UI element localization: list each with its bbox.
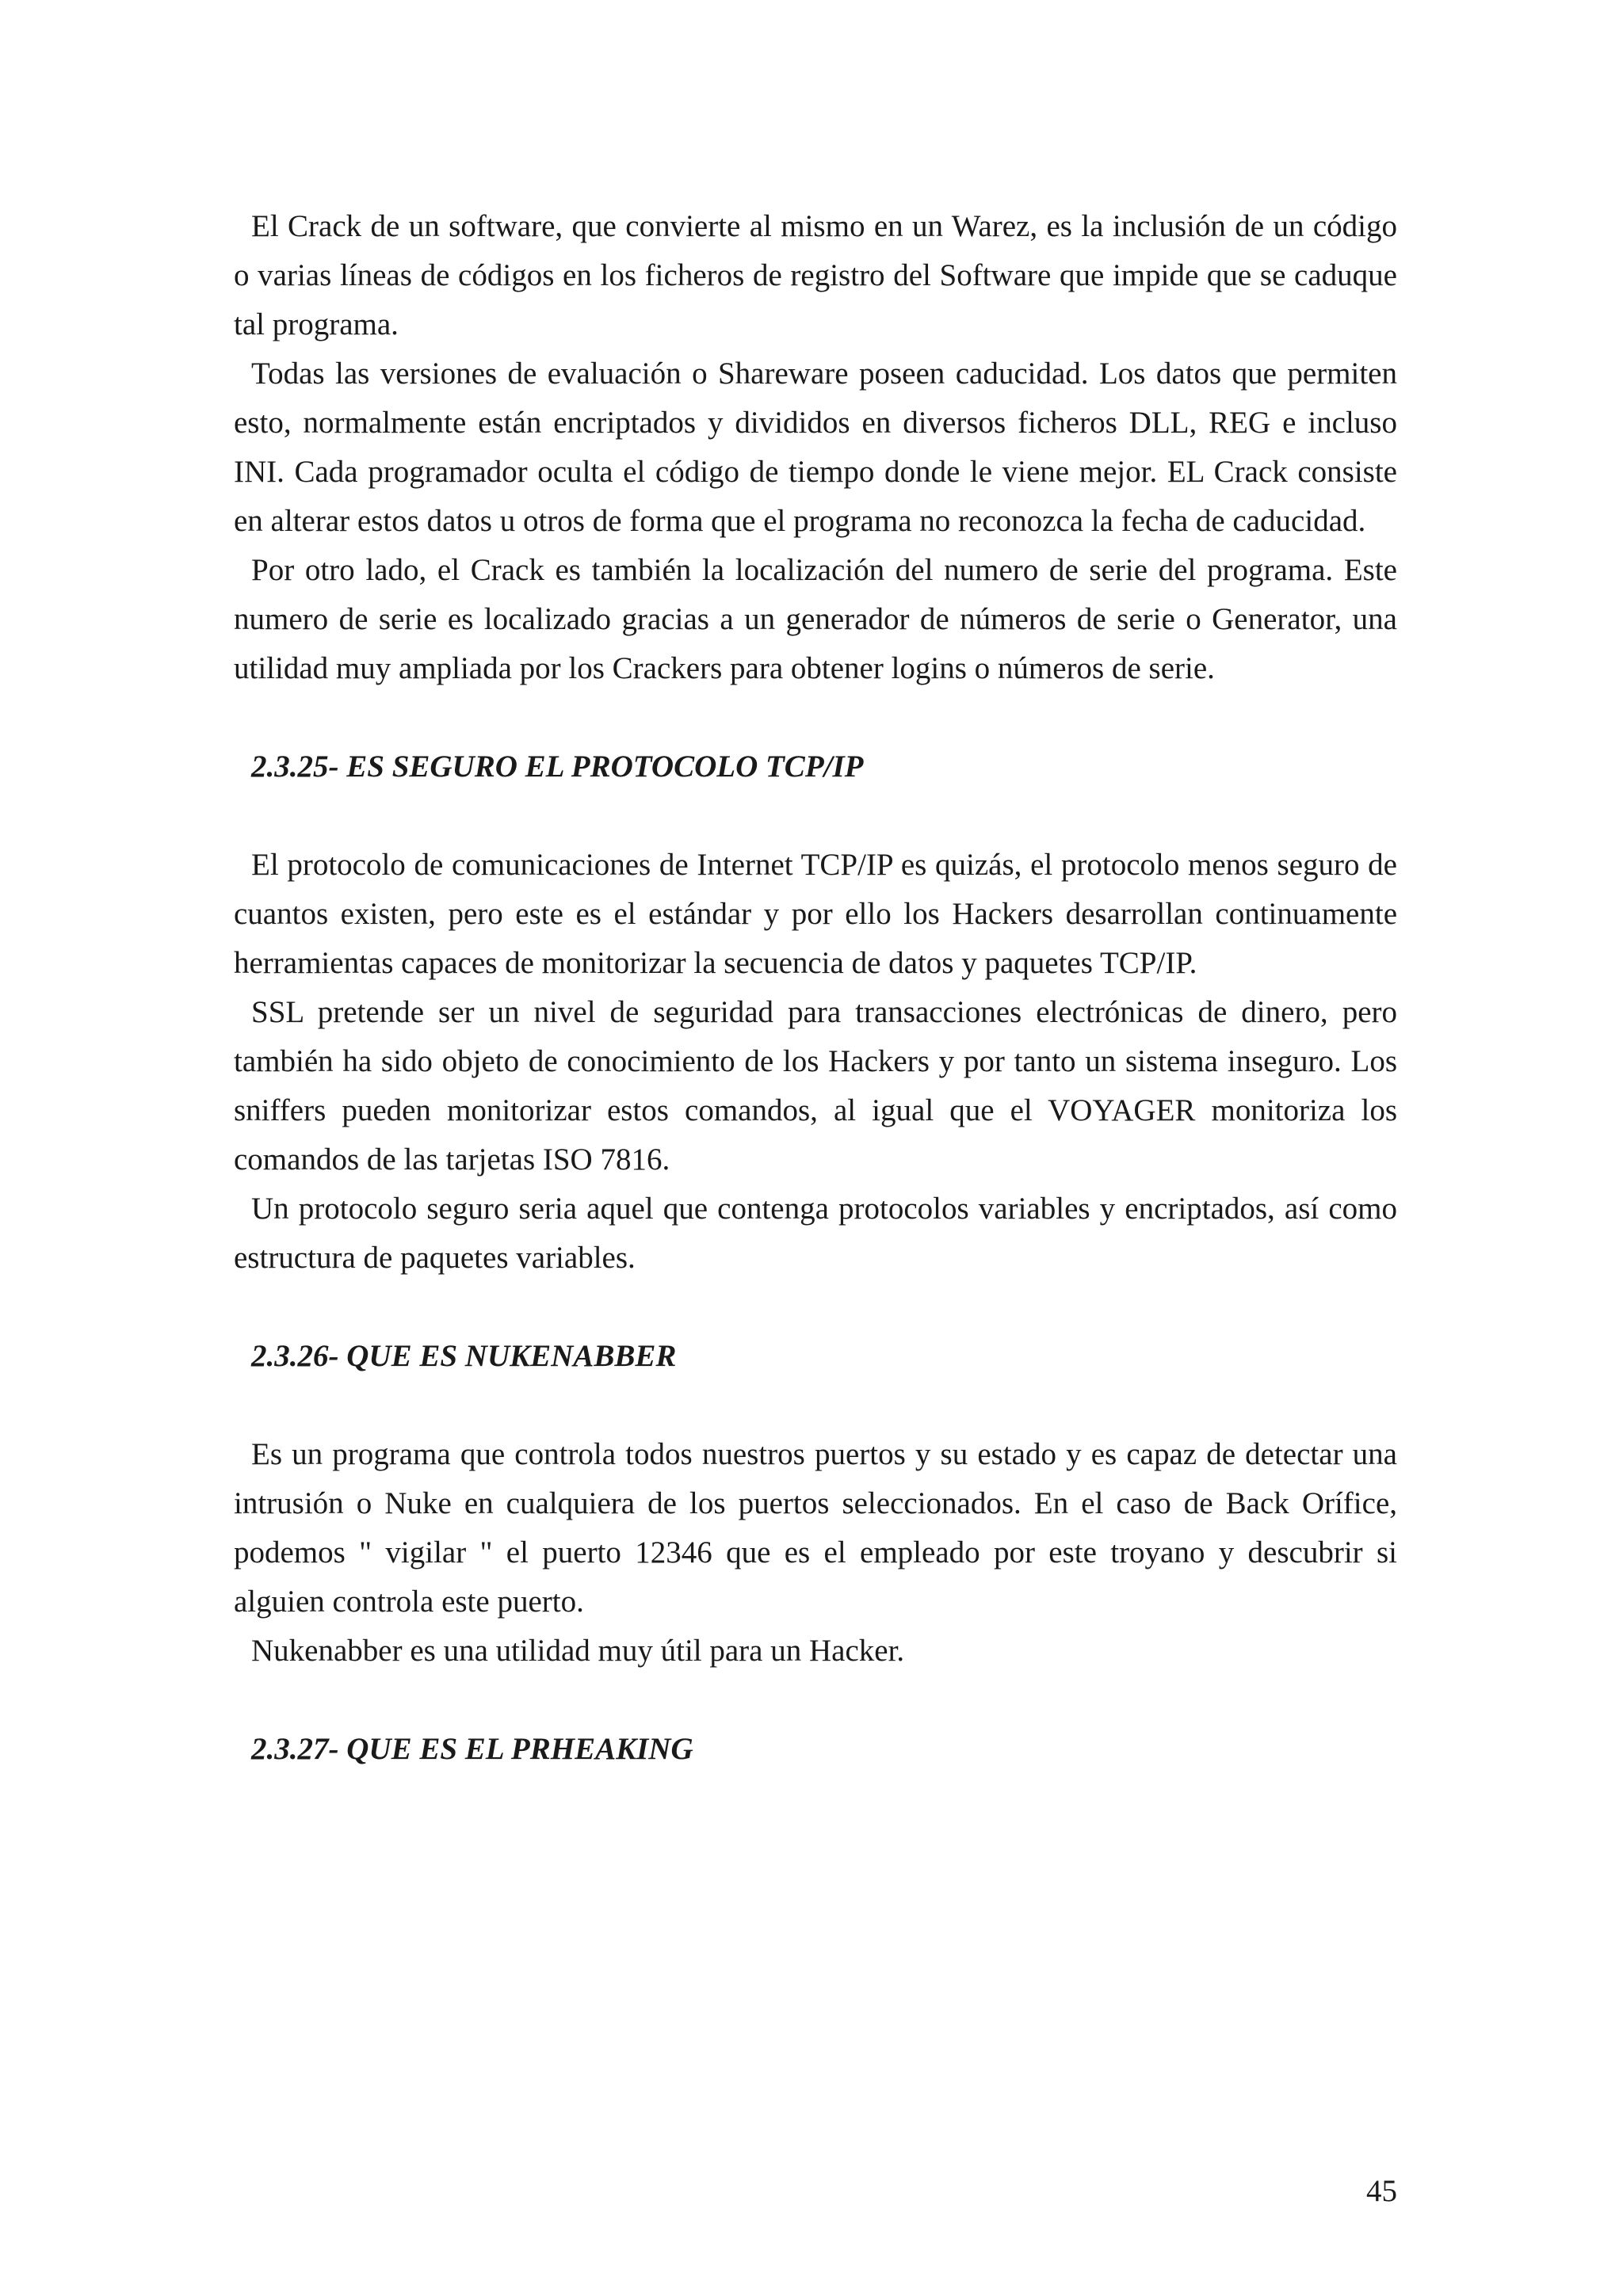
spacer — [234, 1381, 1397, 1430]
paragraph-secure-protocol: Un protocolo seguro seria aquel que contenga protocolos variables y encriptados, así como estructura de paquetes variables. — [234, 1192, 1397, 1275]
section-heading-prheaking: 2.3.27- QUE ES EL PRHEAKING — [251, 1732, 693, 1766]
spacer — [234, 1676, 1397, 1725]
paragraph-nukenabber-description: Es un programa que controla todos nuestros puertos y su estado y es capaz de detectar una intrusión o Nuke en cualquiera de los puertos seleccionados. En el caso de Back Orífice, podemos " vigilar " el puerto 12346 que es el empleado por este troyano y descubrir si alguien controla este puerto. — [234, 1437, 1397, 1619]
spacer — [234, 693, 1397, 742]
paragraph-shareware-expiry: Todas las versiones de evaluación o Shareware poseen caducidad. Los datos que permiten esto, normalmente están encriptados y divididos en diversos ficheros DLL, REG e incluso INI. Cada programador oculta el código de tiempo donde le viene mejor. EL Crack consiste en alterar estos datos u otros de forma que el programa no reconozca la fecha de caducidad. — [234, 357, 1397, 538]
paragraph-ssl: SSL pretende ser un nivel de seguridad para transacciones electrónicas de dinero, pero también ha sido objeto de conocimiento de los Hackers y por tanto un sistema inseguro. Los sniffers pueden monitorizar estos comandos, al igual que el VOYAGER monitoriza los comandos de las tarjetas ISO 7816. — [234, 995, 1397, 1177]
paragraph-tcp-ip-insecure: El protocolo de comunicaciones de Internet TCP/IP es quizás, el protocolo menos seguro de cuantos existen, pero este es el estándar y por ello los Hackers desarrollan continuamente herramientas capaces de monitorizar la secuencia de datos y paquetes TCP/IP. — [234, 848, 1397, 980]
section-heading-nukenabber: 2.3.26- QUE ES NUKENABBER — [251, 1339, 677, 1373]
spacer — [234, 1283, 1397, 1332]
spacer — [234, 791, 1397, 841]
section-heading-tcp-ip: 2.3.25- ES SEGURO EL PROTOCOLO TCP/IP — [251, 749, 864, 784]
paragraph-nukenabber-utility: Nukenabber es una utilidad muy útil para un Hacker. — [251, 1634, 905, 1668]
page-content — [234, 202, 1397, 1774]
paragraph-serial-generator: Por otro lado, el Crack es también la localización del numero de serie del programa. Este numero de serie es localizado gracias a un generador de números de serie o Generator, una utilidad muy ampliada por los Crackers para obtener logins o números de serie. — [234, 553, 1397, 685]
page-number: 45 — [1366, 2174, 1397, 2208]
paragraph-crack-definition: El Crack de un software, que convierte al mismo en un Warez, es la inclusión de un código o varias líneas de códigos en los ficheros de registro del Software que impide que se caduque tal programa. — [234, 209, 1397, 341]
